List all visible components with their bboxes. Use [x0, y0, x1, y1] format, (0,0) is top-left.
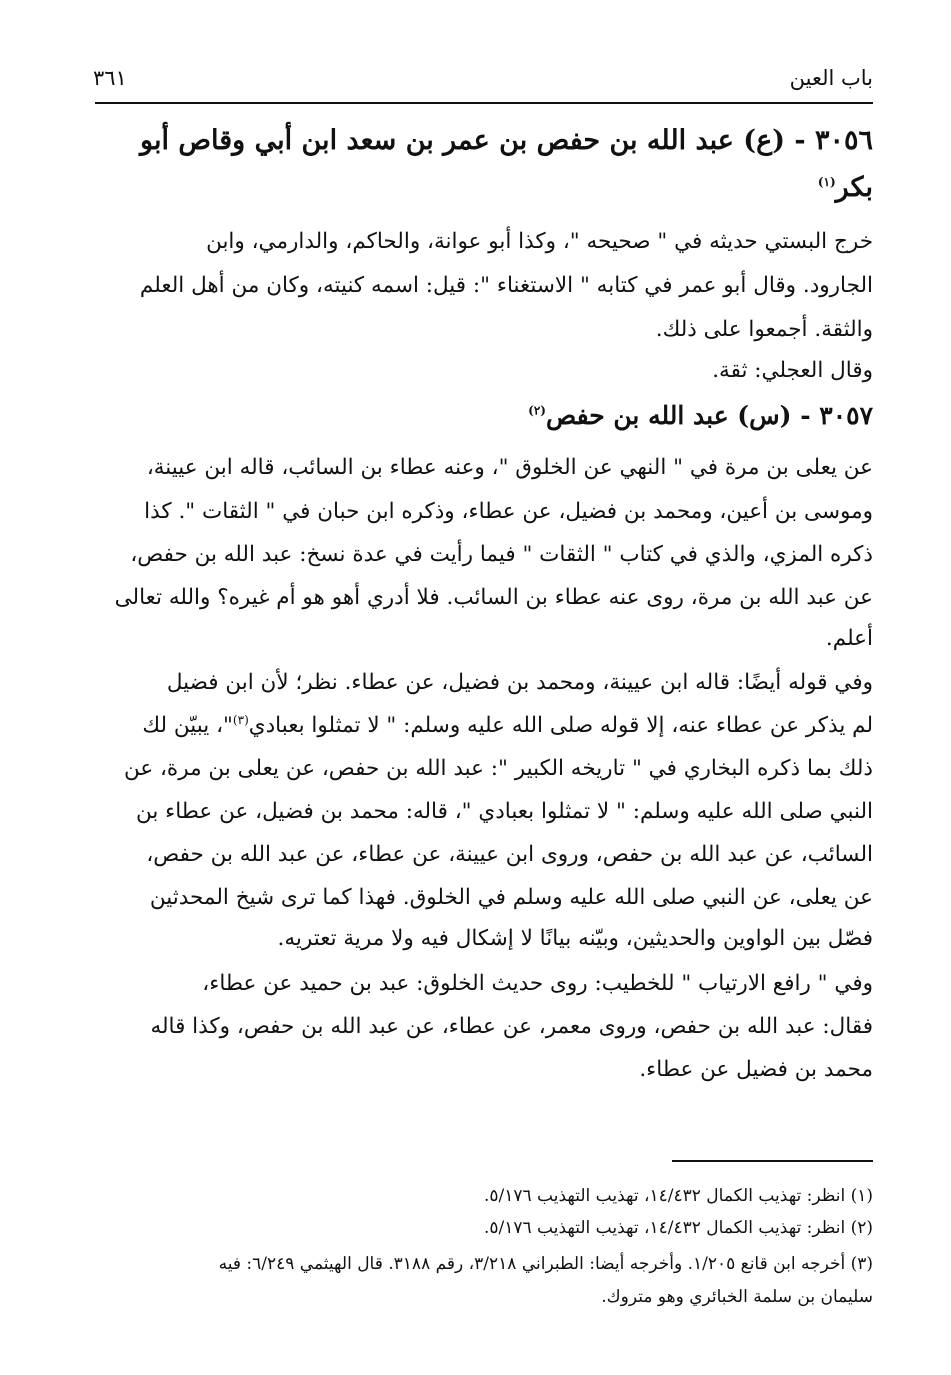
- text-line: عن يعلى بن مرة في " النهي عن الخلوق "، وعنه عطاء بن السائب، قاله ابن عيينة،: [146, 455, 873, 480]
- text-run: لم يذكر عن عطاء عنه، إلا قوله صلى الله عليه وسلم: " لا تمثلوا بعبادي: [248, 713, 873, 738]
- text-line: والثقة. أجمعوا على ذلك.: [655, 317, 873, 342]
- text-line: النبي صلى الله عليه وسلم: " لا تمثلوا بعبادي "، قاله: محمد بن فضيل، عن عطاء بن: [135, 799, 873, 824]
- entry-heading-3056: ٣٠٥٦ - (ع) عبد الله بن حفص بن عمر بن سعد ابن أبي وقاص أبو: [140, 125, 873, 156]
- text-line: وفي " رافع الارتياب " للخطيب: روى حديث الخلوق: عبد بن حميد عن عطاء،: [202, 971, 873, 996]
- text-line: فقال: عبد الله بن حفص، وروى معمر، عن عطاء، عن عبد الله بن حفص، وكذا قاله: [150, 1014, 873, 1039]
- heading-text: بكر: [835, 172, 873, 203]
- text-line: ذكره المزي، والذي في كتاب " الثقات " فيما رأيت في عدة نسخ: عبد الله بن حفص،: [130, 542, 873, 567]
- footnote-rule: [672, 1160, 873, 1162]
- text-line: [95, 704, 873, 748]
- text-line: عن يعلى، عن النبي صلى الله عليه وسلم في الخلوق. فهذا كما ترى شيخ المحدثين: [149, 885, 873, 910]
- text-line: أعلم.: [825, 626, 873, 651]
- text-line: ذلك بما ذكره البخاري في " تاريخه الكبير ": عبد الله بن حفص، عن يعلى بن مرة، عن: [123, 756, 873, 781]
- text-line: الجارود. وقال أبو عمر في كتابه " الاستغناء ": قيل: اسمه كنيته، وكان من أهل العلم: [139, 273, 873, 298]
- text-run: "، يبيّن لك: [142, 713, 233, 738]
- text-line: وموسى بن أعين، ومحمد بن فضيل، عن عطاء، وذكره ابن حبان في " الثقات ". كذا: [144, 499, 873, 524]
- text-line: عن عبد الله بن مرة، روى عنه عطاء بن السائب. فلا أدري أهو هو أم غيره؟ والله تعالى: [114, 585, 873, 610]
- footnote-ref-3: (٣): [232, 712, 249, 727]
- footnote-1: (١) انظر: تهذيب الكمال ١٤/٤٣٢، تهذيب التهذيب ٥/١٧٦.: [483, 1186, 873, 1206]
- header-rule: [95, 102, 873, 104]
- entry-heading-3056-cont: [95, 166, 873, 210]
- page-number: ٣٦١: [93, 66, 127, 90]
- text-line: خرج البستي حديثه في " صحيحه "، وكذا أبو عوانة، والحاكم، والدارمي، وابن: [206, 229, 873, 254]
- heading-text: ٣٠٥٧ - (س) عبد الله بن حفص: [545, 401, 873, 430]
- footnote-ref-2: (٢): [528, 403, 546, 418]
- footnote-3-cont: سليمان بن سلمة الخبائري وهو متروك.: [601, 1287, 873, 1307]
- footnote-2: (٢) انظر: تهذيب الكمال ١٤/٤٣٢، تهذيب التهذيب ٥/١٧٦.: [483, 1218, 873, 1238]
- text-line: محمد بن فضيل عن عطاء.: [639, 1057, 873, 1082]
- page-header: [93, 62, 873, 98]
- footnote-ref-1: (١): [817, 175, 836, 189]
- footnote-3: (٣) أخرجه ابن قانع ١/٢٠٥. وأخرجه أيضا: الطبراني ٣/٢١٨، رقم ٣١٨٨. قال الهيثمي ٦/٢٤٩: فيه: [218, 1254, 873, 1274]
- text-line: السائب، عن عبد الله بن حفص، وروى ابن عيينة، عن عطاء، عن عبد الله بن حفص،: [146, 842, 873, 867]
- entry-heading-3057: [95, 394, 873, 438]
- running-title: باب العين: [789, 66, 873, 90]
- text-line: وفي قوله أيضًا: قاله ابن عيينة، ومحمد بن فضيل، عن عطاء. نظر؛ لأن ابن فضيل: [166, 670, 873, 695]
- text-line: فصّل بين الواوين والحديثين، وبيّنه بيانًا لا إشكال فيه ولا مرية تعتريه.: [277, 926, 873, 951]
- text-line: وقال العجلي: ثقة.: [712, 358, 873, 383]
